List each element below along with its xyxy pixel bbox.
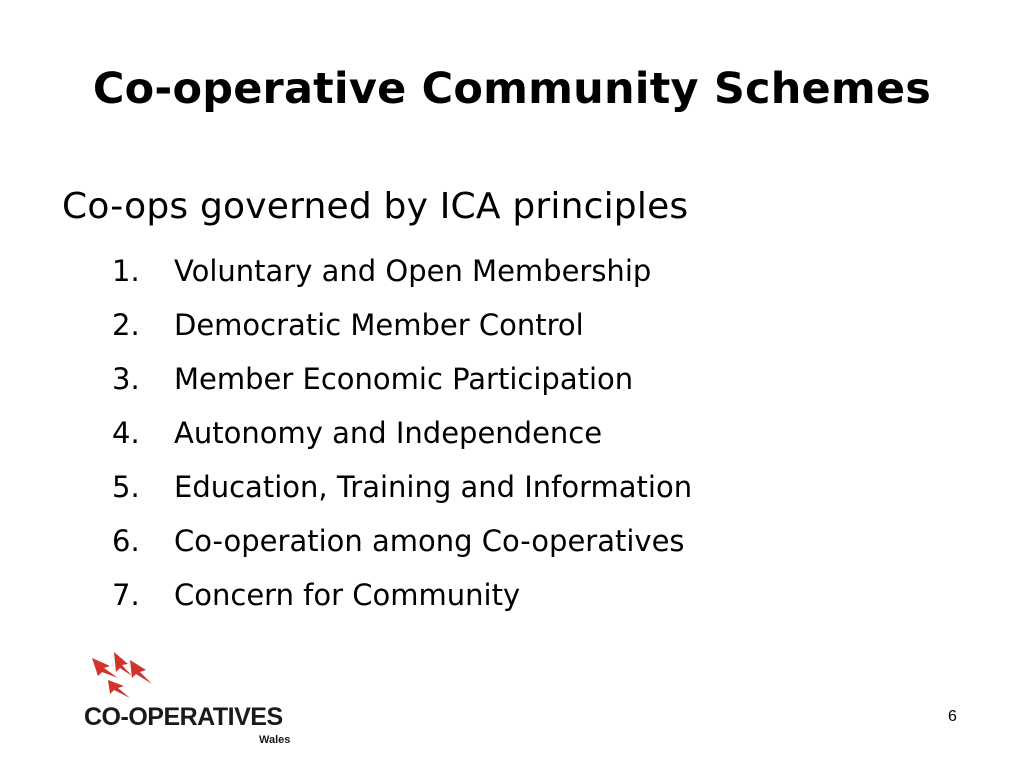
list-item bbox=[112, 304, 692, 358]
list-item-text: Concern for Community bbox=[174, 578, 521, 612]
slide-title: Co-operative Community Schemes bbox=[92, 64, 932, 114]
list-item bbox=[112, 466, 692, 520]
list-item-text: Voluntary and Open Membership bbox=[174, 254, 652, 288]
list-item-text: Democratic Member Control bbox=[174, 308, 584, 342]
list-item bbox=[112, 520, 692, 574]
principles-list bbox=[112, 250, 692, 628]
list-item-text: Co-operation among Co-operatives bbox=[174, 524, 685, 558]
list-item-text: Autonomy and Independence bbox=[174, 416, 603, 450]
logo-subtitle: Wales bbox=[259, 734, 291, 746]
bird-shape bbox=[108, 680, 130, 698]
slide-subtitle: Co-ops governed by ICA principles bbox=[62, 186, 689, 227]
list-item bbox=[112, 574, 692, 628]
bird-shape bbox=[130, 660, 152, 684]
list-item bbox=[112, 358, 692, 412]
birds-icon bbox=[84, 650, 164, 702]
list-item-number: 5. bbox=[112, 470, 140, 504]
logo-wordmark: CO-OPERATIVES bbox=[84, 703, 283, 731]
list-item-text: Member Economic Participation bbox=[174, 362, 634, 396]
page-number: 6 bbox=[948, 708, 957, 725]
bird-shape bbox=[114, 652, 132, 676]
list-item-text: Education, Training and Information bbox=[174, 470, 693, 504]
list-item bbox=[112, 250, 692, 304]
list-item-number: 4. bbox=[112, 416, 140, 450]
list-item-number: 2. bbox=[112, 308, 140, 342]
list-item bbox=[112, 412, 692, 466]
co-operatives-wales-logo bbox=[84, 650, 294, 750]
list-item-number: 7. bbox=[112, 578, 140, 612]
list-item-number: 3. bbox=[112, 362, 140, 396]
list-item-number: 1. bbox=[112, 254, 140, 288]
list-item-number: 6. bbox=[112, 524, 140, 558]
bird-shape bbox=[92, 658, 118, 678]
